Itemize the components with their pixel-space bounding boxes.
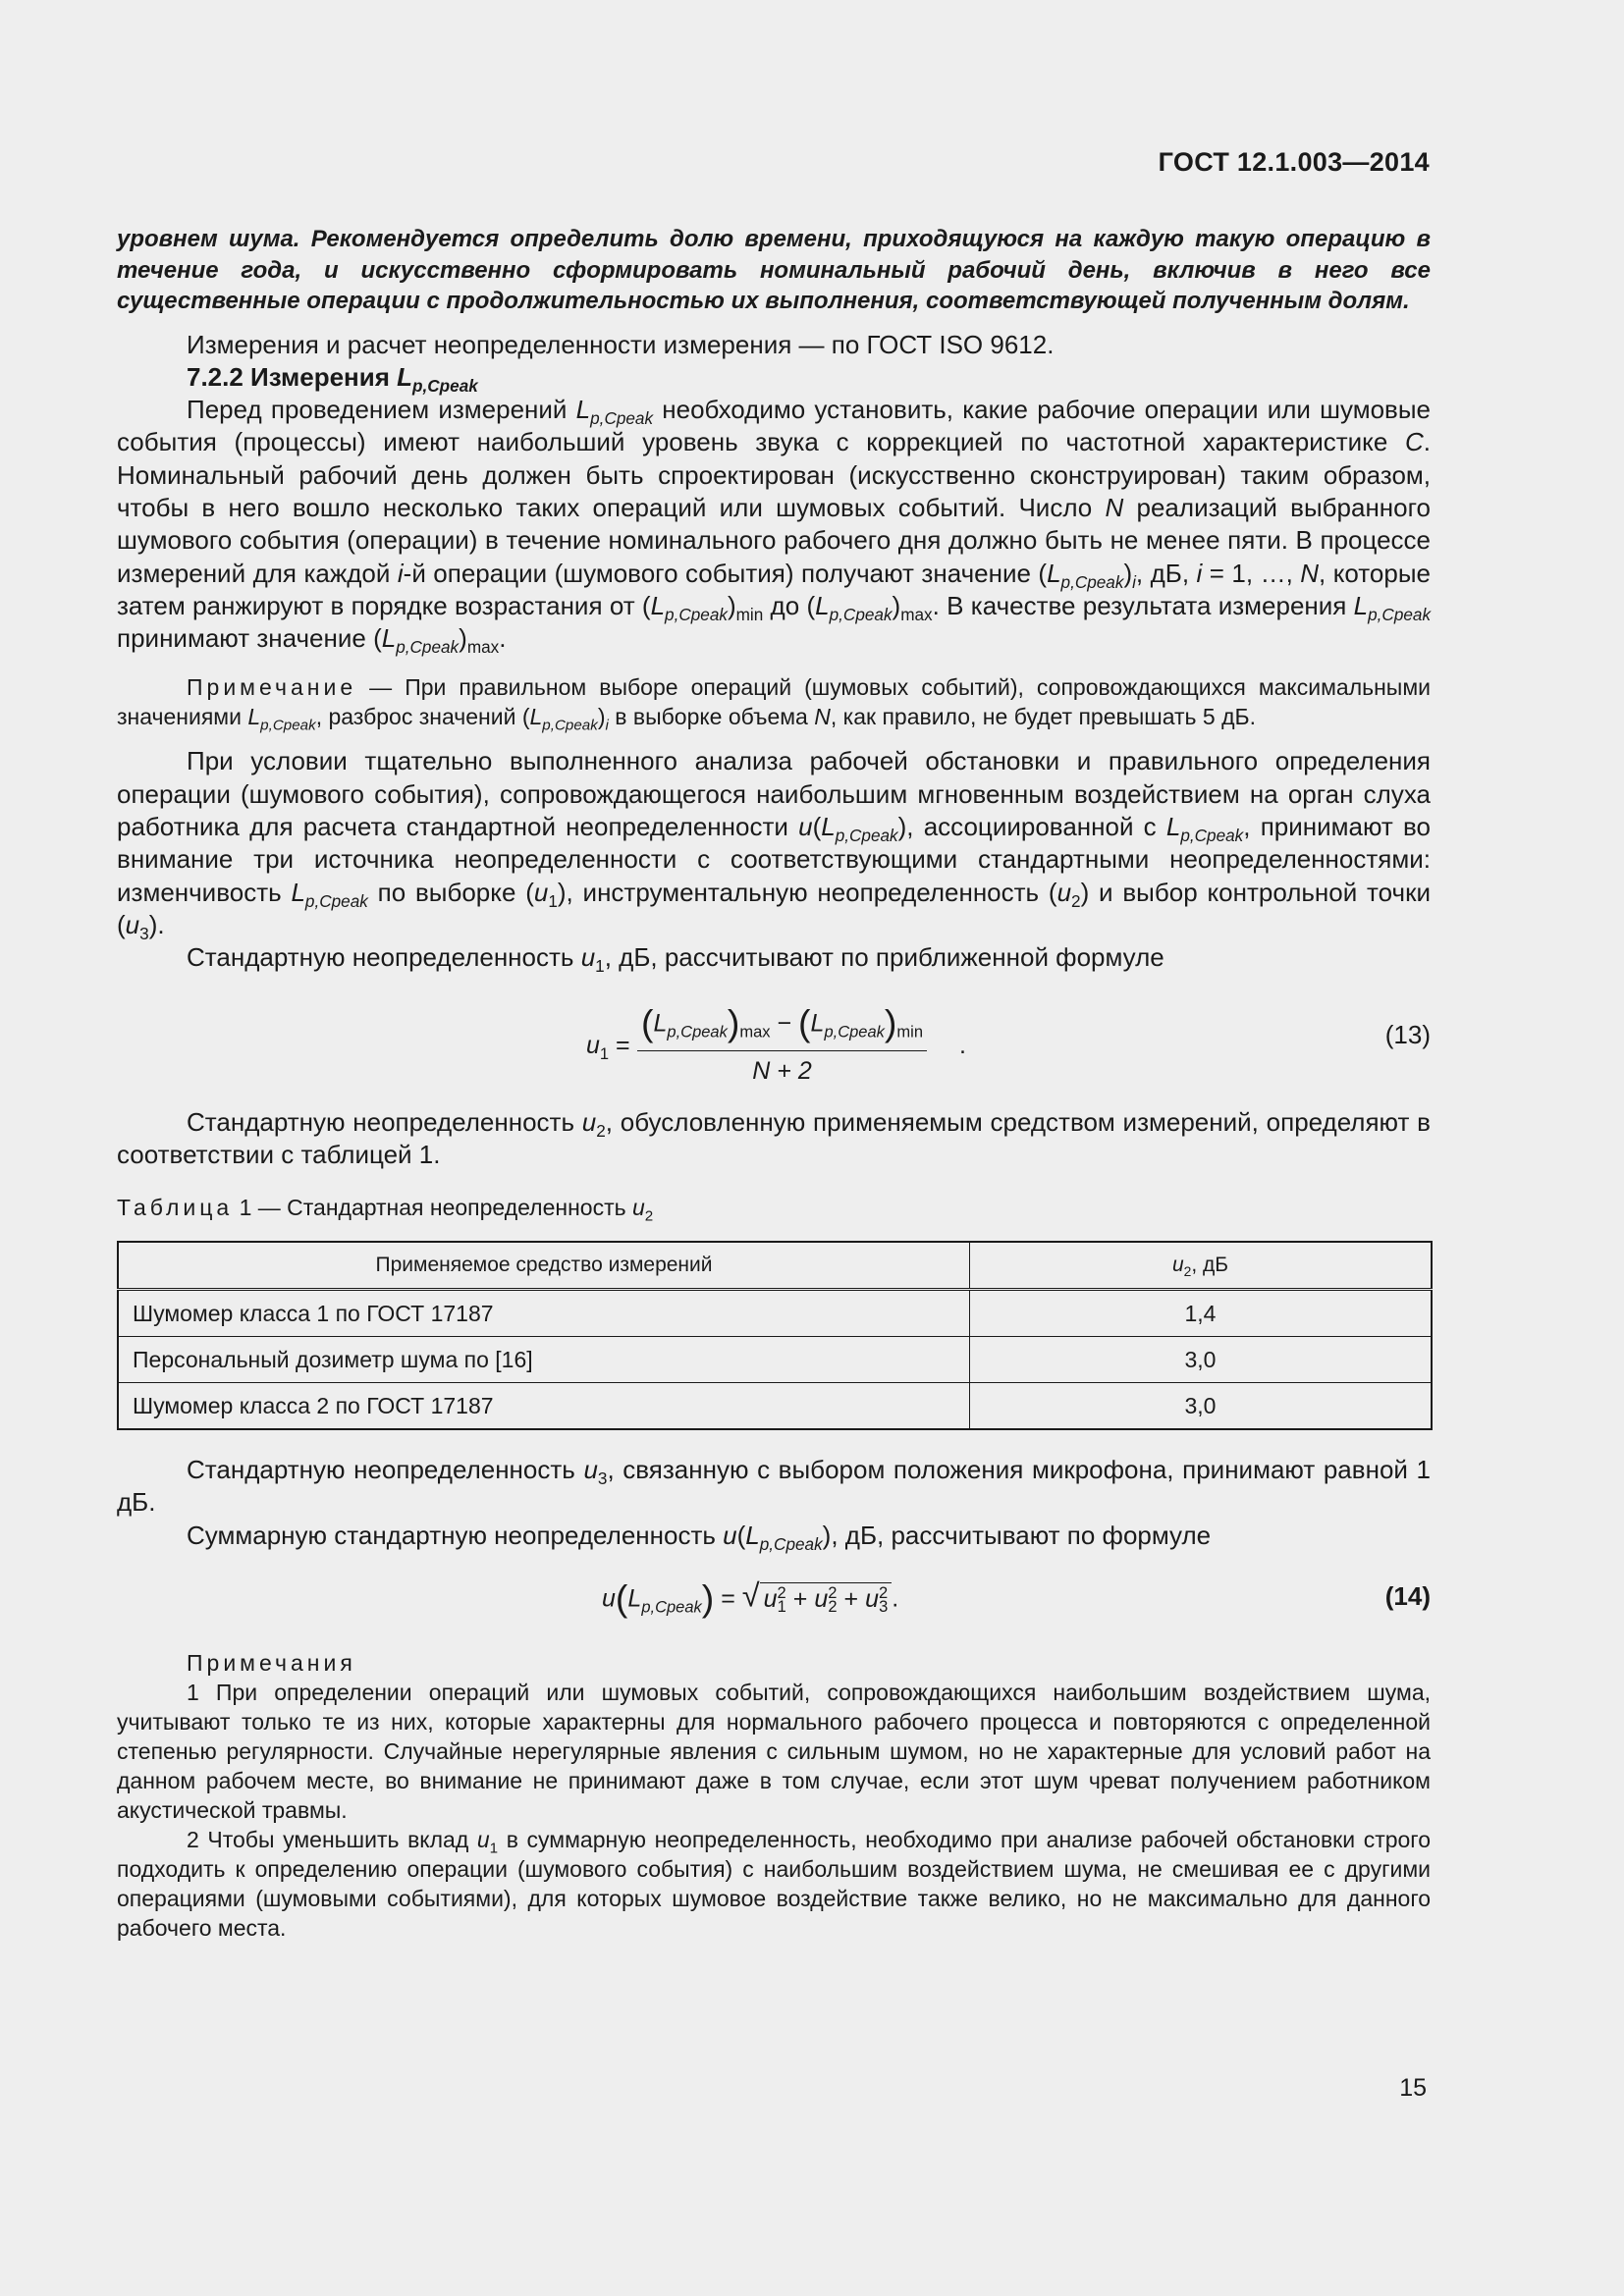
formula-13-number: (13) [1384,1019,1431,1049]
page-number: 15 [1399,2074,1427,2102]
note-paragraph: Примечание — При правильном выборе операций (шумовых событий), сопровождающихся максимальными значениями $L_{p,Cpeak}$, разброс значений $(L_{p,Cpeak})_i$ в выборке объема N, как правило, не будет превышать 5 дБ. [117,674,1431,734]
formula-13-lhs: $u_1$ = [586,1031,630,1063]
notes-heading: Примечания [187,1650,356,1677]
u3-paragraph: Стандартную неопределенность $u_3$, связанную с выбором положения микрофона, принимают равной 1 дБ. [117,1455,1431,1518]
table-cell-value: 1,4 [970,1290,1433,1337]
intro-paragraph: уровнем шума. Рекомендуется определить долю времени, приходящуюся на каждую такую операцию в течение года, и искусственно сформировать номинальный рабочий день, включив в него все существенные операции с продолжительностью их выполнения, соответствующей полученным долям. [117,226,1431,314]
uncertainty-table [117,1241,1433,1430]
formula-13-fraction [637,1002,927,1086]
table-cell-value: 3,0 [970,1383,1433,1430]
table-cell-device: Персональный дозиметр шума по [16] [118,1337,970,1383]
table-row [118,1290,1432,1337]
table-caption: Таблица 1 — Стандартная неопределенность $u_2$ [117,1195,654,1225]
u2-paragraph: Стандартную неопределенность $u_2$, обусловленную применяемым средством измерений, определяют в соответствии с таблицей 1. [117,1106,1431,1169]
measurement-paragraph: Перед проведением измерений $L_{p,Cpeak}$ необходимо установить, какие рабочие операции или шумовые события (процессы) имеют наибольший уровень звука с коррекцией по частотной характеристике С. Номинальный рабочий день должен быть спроектирован (искусственно сконструирован) таким образом, чтобы в него вошло несколько таких операций или шумовых событий. Число N реализаций выбранного шумового события (операции) в течение номинального рабочего дня должно быть не менее пяти. В процессе измерений для каждой i-й операции (шумового события) получают значение $(L_{p,Cpeak})_i$, дБ, i = 1, …, N, которые затем ранжируют в порядке возрастания от $(L_{p,Cpeak})_{min}$ до $(L_{p,Cpeak})_{max}$. В качестве результата измерения $L_{p,Cpeak}$ принимают значение $(L_{p,Cpeak})_{max}$. [117,395,1432,658]
table-row [118,1337,1432,1383]
page-content [117,224,1431,1943]
table-cell-device: Шумомер класса 1 по ГОСТ 17187 [118,1290,970,1337]
table-header-u2: $u_2$, дБ [970,1242,1433,1290]
formula-13-denominator: N + 2 [752,1056,812,1085]
table-row [118,1383,1432,1430]
document-code: ГОСТ 12.1.003—2014 [1158,147,1430,177]
formula-14-expression: $u(L_{p,Cpeak})$ = √ $u^2_1 + u^2_2 + u^2_3$ . [602,1577,899,1620]
formula-13-numerator: $(L_{p,Cpeak})_{max} - (L_{p,Cpeak})_{min}$ [637,1002,927,1051]
combined-uncertainty-paragraph: Суммарную стандартную неопределенность $u(L_{p,Cpeak})$, дБ, рассчитывают по формуле [187,1520,1212,1554]
formula-13-period: . [959,1031,966,1059]
table-cell-device: Шумомер класса 2 по ГОСТ 17187 [118,1383,970,1430]
section-heading: 7.2.2 Измерения $L_{p,Cpeak}$ [187,361,478,396]
table-cell-value: 3,0 [970,1337,1433,1383]
formula-14-number: (14) [1384,1581,1431,1612]
table-header-device: Применяемое средство измерений [118,1242,970,1290]
uncertainty-sources-paragraph: При условии тщательно выполненного анализа рабочей обстановки и правильного определения операции (шумового события), сопровождающегося наибольшим мгновенным воздействием на орган слуха работника для расчета стандартной неопределенности $u(L_{p,Cpeak})$, ассоциированной с $L_{p,Cpeak}$, принимают во внимание три источника неопределенности с соответствующими стандартными неопределенностями: изменчивость $L_{p,Cpeak}$ по выборке $(u_1)$, инструментальную неопределенность $(u_2)$ и выбор контрольной точки $(u_3)$. [117,746,1432,943]
iso-reference-paragraph: Измерения и расчет неопределенности измерения — по ГОСТ ISO 9612. [187,329,1055,359]
note-1: 1 При определении операций или шумовых событий, сопровождающихся наибольшим воздействием шума, учитывают только те из них, которые характерны для нормального рабочего процесса и повторяются с определенной степенью регулярности. Случайные нерегулярные явления с сильным шумом, но не характерные для условий работ на данном рабочем месте, во внимание не принимают даже в том случае, если этот шум чреват получением работником акустической травмы. [117,1680,1431,1824]
note-2: 2 Чтобы уменьшить вклад $u_1$ в суммарную неопределенность, необходимо при анализе рабочей обстановки строго подходить к определению операции (шумового события) с наибольшим воздействием шума, не смешивая ее с другими операциями (шумовыми событиями), для которых шумовое воздействие также велико, но не максимально для данного рабочего места. [117,1827,1431,1942]
formula-13 [117,992,1431,1091]
formula-14 [117,1564,1431,1640]
table-header-row [118,1242,1432,1290]
u1-intro-paragraph: Стандартную неопределенность $u_1$, дБ, рассчитывают по приближенной формуле [187,942,1164,977]
